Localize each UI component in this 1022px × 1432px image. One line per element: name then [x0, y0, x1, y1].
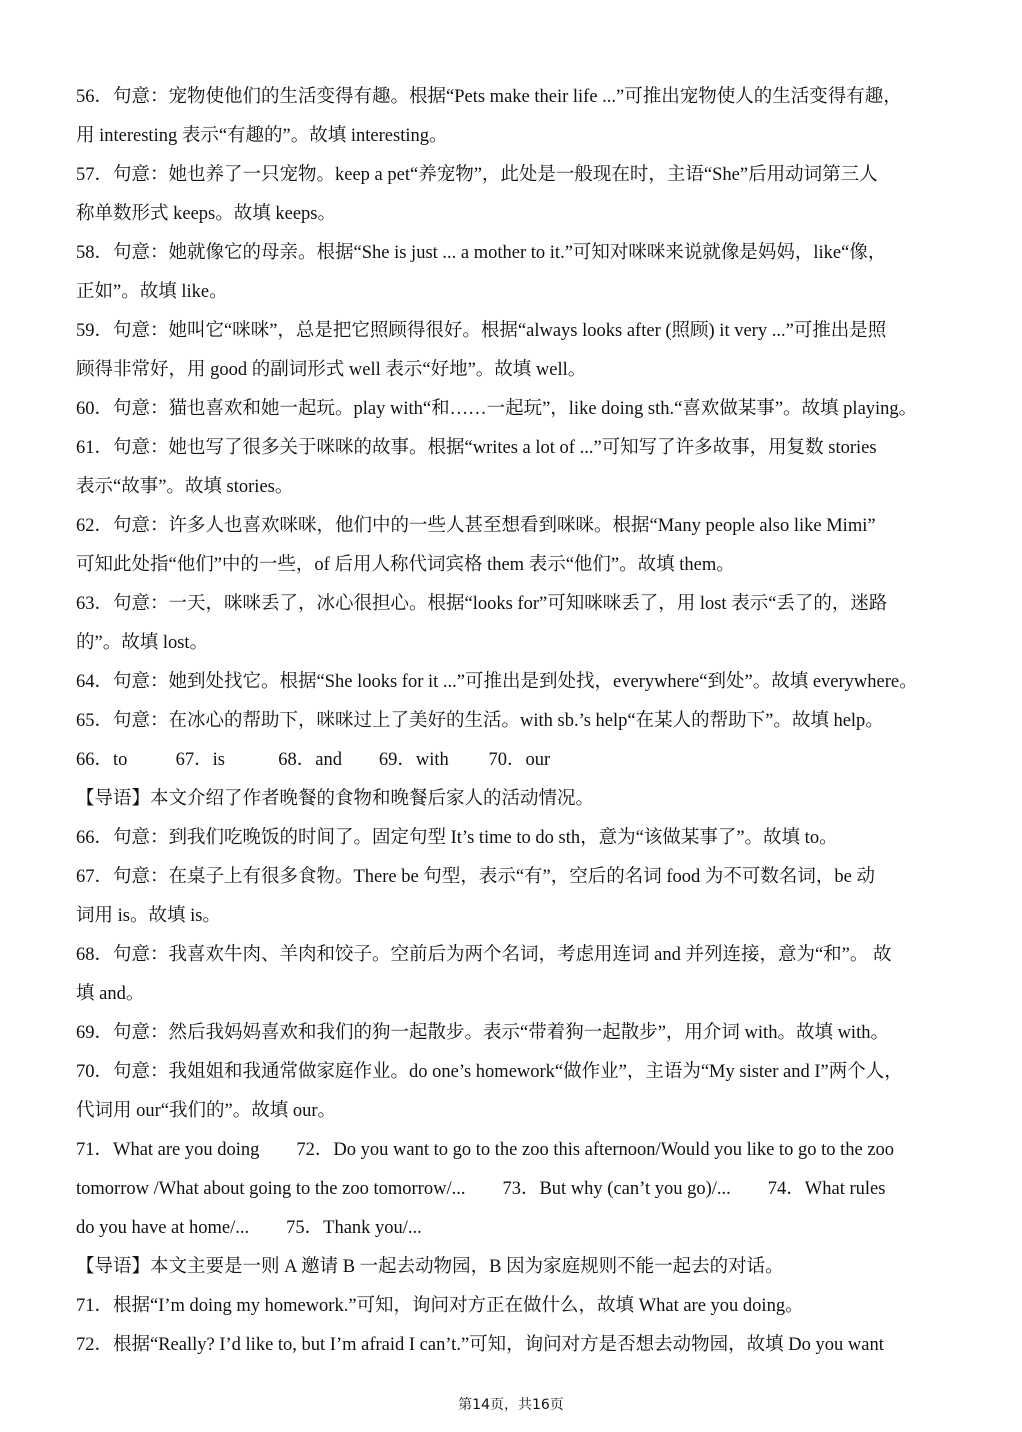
text-line: 顾得非常好，用 good 的副词形式 well 表示“好地”。故填 well。	[76, 360, 587, 380]
text-line: 正如”。故填 like。	[76, 282, 228, 302]
text-line: 68．句意：我喜欢牛肉、羊肉和饺子。空前后为两个名词，考虑用连词 and 并列连接，意为“和”。 故	[76, 945, 892, 965]
text-line: 56．句意：宠物使他们的生活变得有趣。根据“Pets make their life ...”可推出宠物使人的生活变得有趣，	[76, 87, 902, 107]
text-line: 表示“故事”。故填 stories。	[76, 477, 294, 497]
answer-line: 71．What are you doing 72．Do you want to go to the zoo this afternoon/Would you like to go to the zoo	[76, 1140, 895, 1160]
answer-67: 67．is	[175, 750, 225, 770]
text-line: 58．句意：她就像它的母亲。根据“She is just ... a mother to it.”可知对咪咪来说就像是妈妈，like“像，	[76, 243, 887, 263]
text-line: 72．根据“Really? I’d like to, but I’m afraid I can’t.”可知，询问对方是否想去动物园，故填 Do you want	[76, 1335, 884, 1355]
intro-line: 【导语】本文介绍了作者晚餐的食物和晚餐后家人的活动情况。	[76, 789, 595, 809]
text-line: 66．句意：到我们吃晚饭的时间了。固定句型 It’s time to do sth，意为“该做某事了”。故填 to。	[76, 828, 838, 848]
text-line: 可知此处指“他们”中的一些，of 后用人称代词宾格 them 表示“他们”。故填 them。	[76, 555, 735, 575]
text-line: 71．根据“I’m doing my homework.”可知，询问对方正在做什么，故填 What are you doing。	[76, 1296, 804, 1316]
answer-70: 70．our	[488, 750, 551, 770]
text-line: 60．句意：猫也喜欢和她一起玩。play with“和……一起玩”，like doing sth.“喜欢做某事”。故填 playing。	[76, 399, 918, 419]
text-line: 62．句意：许多人也喜欢咪咪，他们中的一些人甚至想看到咪咪。根据“Many people also like Mimi”	[76, 516, 876, 536]
answer-68: 68．and	[278, 750, 342, 770]
answer-66: 66．to	[76, 750, 128, 770]
text-line: 69．句意：然后我妈妈喜欢和我们的狗一起散步。表示“带着狗一起散步”，用介词 with。故填 with。	[76, 1023, 889, 1043]
text-line: 的”。故填 lost。	[76, 633, 209, 653]
answer-line: tomorrow /What about going to the zoo tomorrow/... 73．But why (can’t you go)/... 74．What rules	[76, 1179, 886, 1199]
text-line: 57．句意：她也养了一只宠物。keep a pet“养宠物”，此处是一般现在时，主语“She”后用动词第三人	[76, 165, 878, 185]
text-line: 61．句意：她也写了很多关于咪咪的故事。根据“writes a lot of ...”可知写了许多故事，用复数 stories	[76, 438, 877, 458]
intro-line: 【导语】本文主要是一则 A 邀请 B 一起去动物园，B 因为家庭规则不能一起去的对话。	[76, 1257, 784, 1277]
answer-key-row	[76, 741, 950, 780]
page-number: 第14页，共16页	[458, 1397, 564, 1413]
text-line: 填 and。	[76, 984, 145, 1004]
text-line: 65．句意：在冰心的帮助下，咪咪过上了美好的生活。with sb.’s help“在某人的帮助下”。故填 help。	[76, 711, 884, 731]
text-line: 63．句意：一天，咪咪丢了，冰心很担心。根据“looks for”可知咪咪丢了，用 lost 表示“丢了的，迷路	[76, 594, 888, 614]
text-line: 代词用 our“我们的”。故填 our。	[76, 1101, 336, 1121]
text-line: 67．句意：在桌子上有很多食物。There be 句型，表示“有”，空后的名词 food 为不可数名词，be 动	[76, 867, 876, 887]
text-line: 称单数形式 keeps。故填 keeps。	[76, 204, 336, 224]
answer-line: do you have at home/... 75．Thank you/...	[76, 1218, 422, 1238]
text-line: 64．句意：她到处找它。根据“She looks for it ...”可推出是到处找，everywhere“到处”。故填 everywhere。	[76, 672, 918, 692]
answer-69: 69．with	[378, 750, 449, 770]
text-line: 70．句意：我姐姐和我通常做家庭作业。do one’s homework“做作业”，主语为“My sister and I”两个人，	[76, 1062, 903, 1082]
text-line: 用 interesting 表示“有趣的”。故填 interesting。	[76, 126, 448, 146]
page-content	[76, 78, 950, 1365]
text-line: 59．句意：她叫它“咪咪”，总是把它照顾得很好。根据“always looks after (照顾) it very ...”可推出是照	[76, 321, 887, 341]
text-line: 词用 is。故填 is。	[76, 906, 221, 926]
